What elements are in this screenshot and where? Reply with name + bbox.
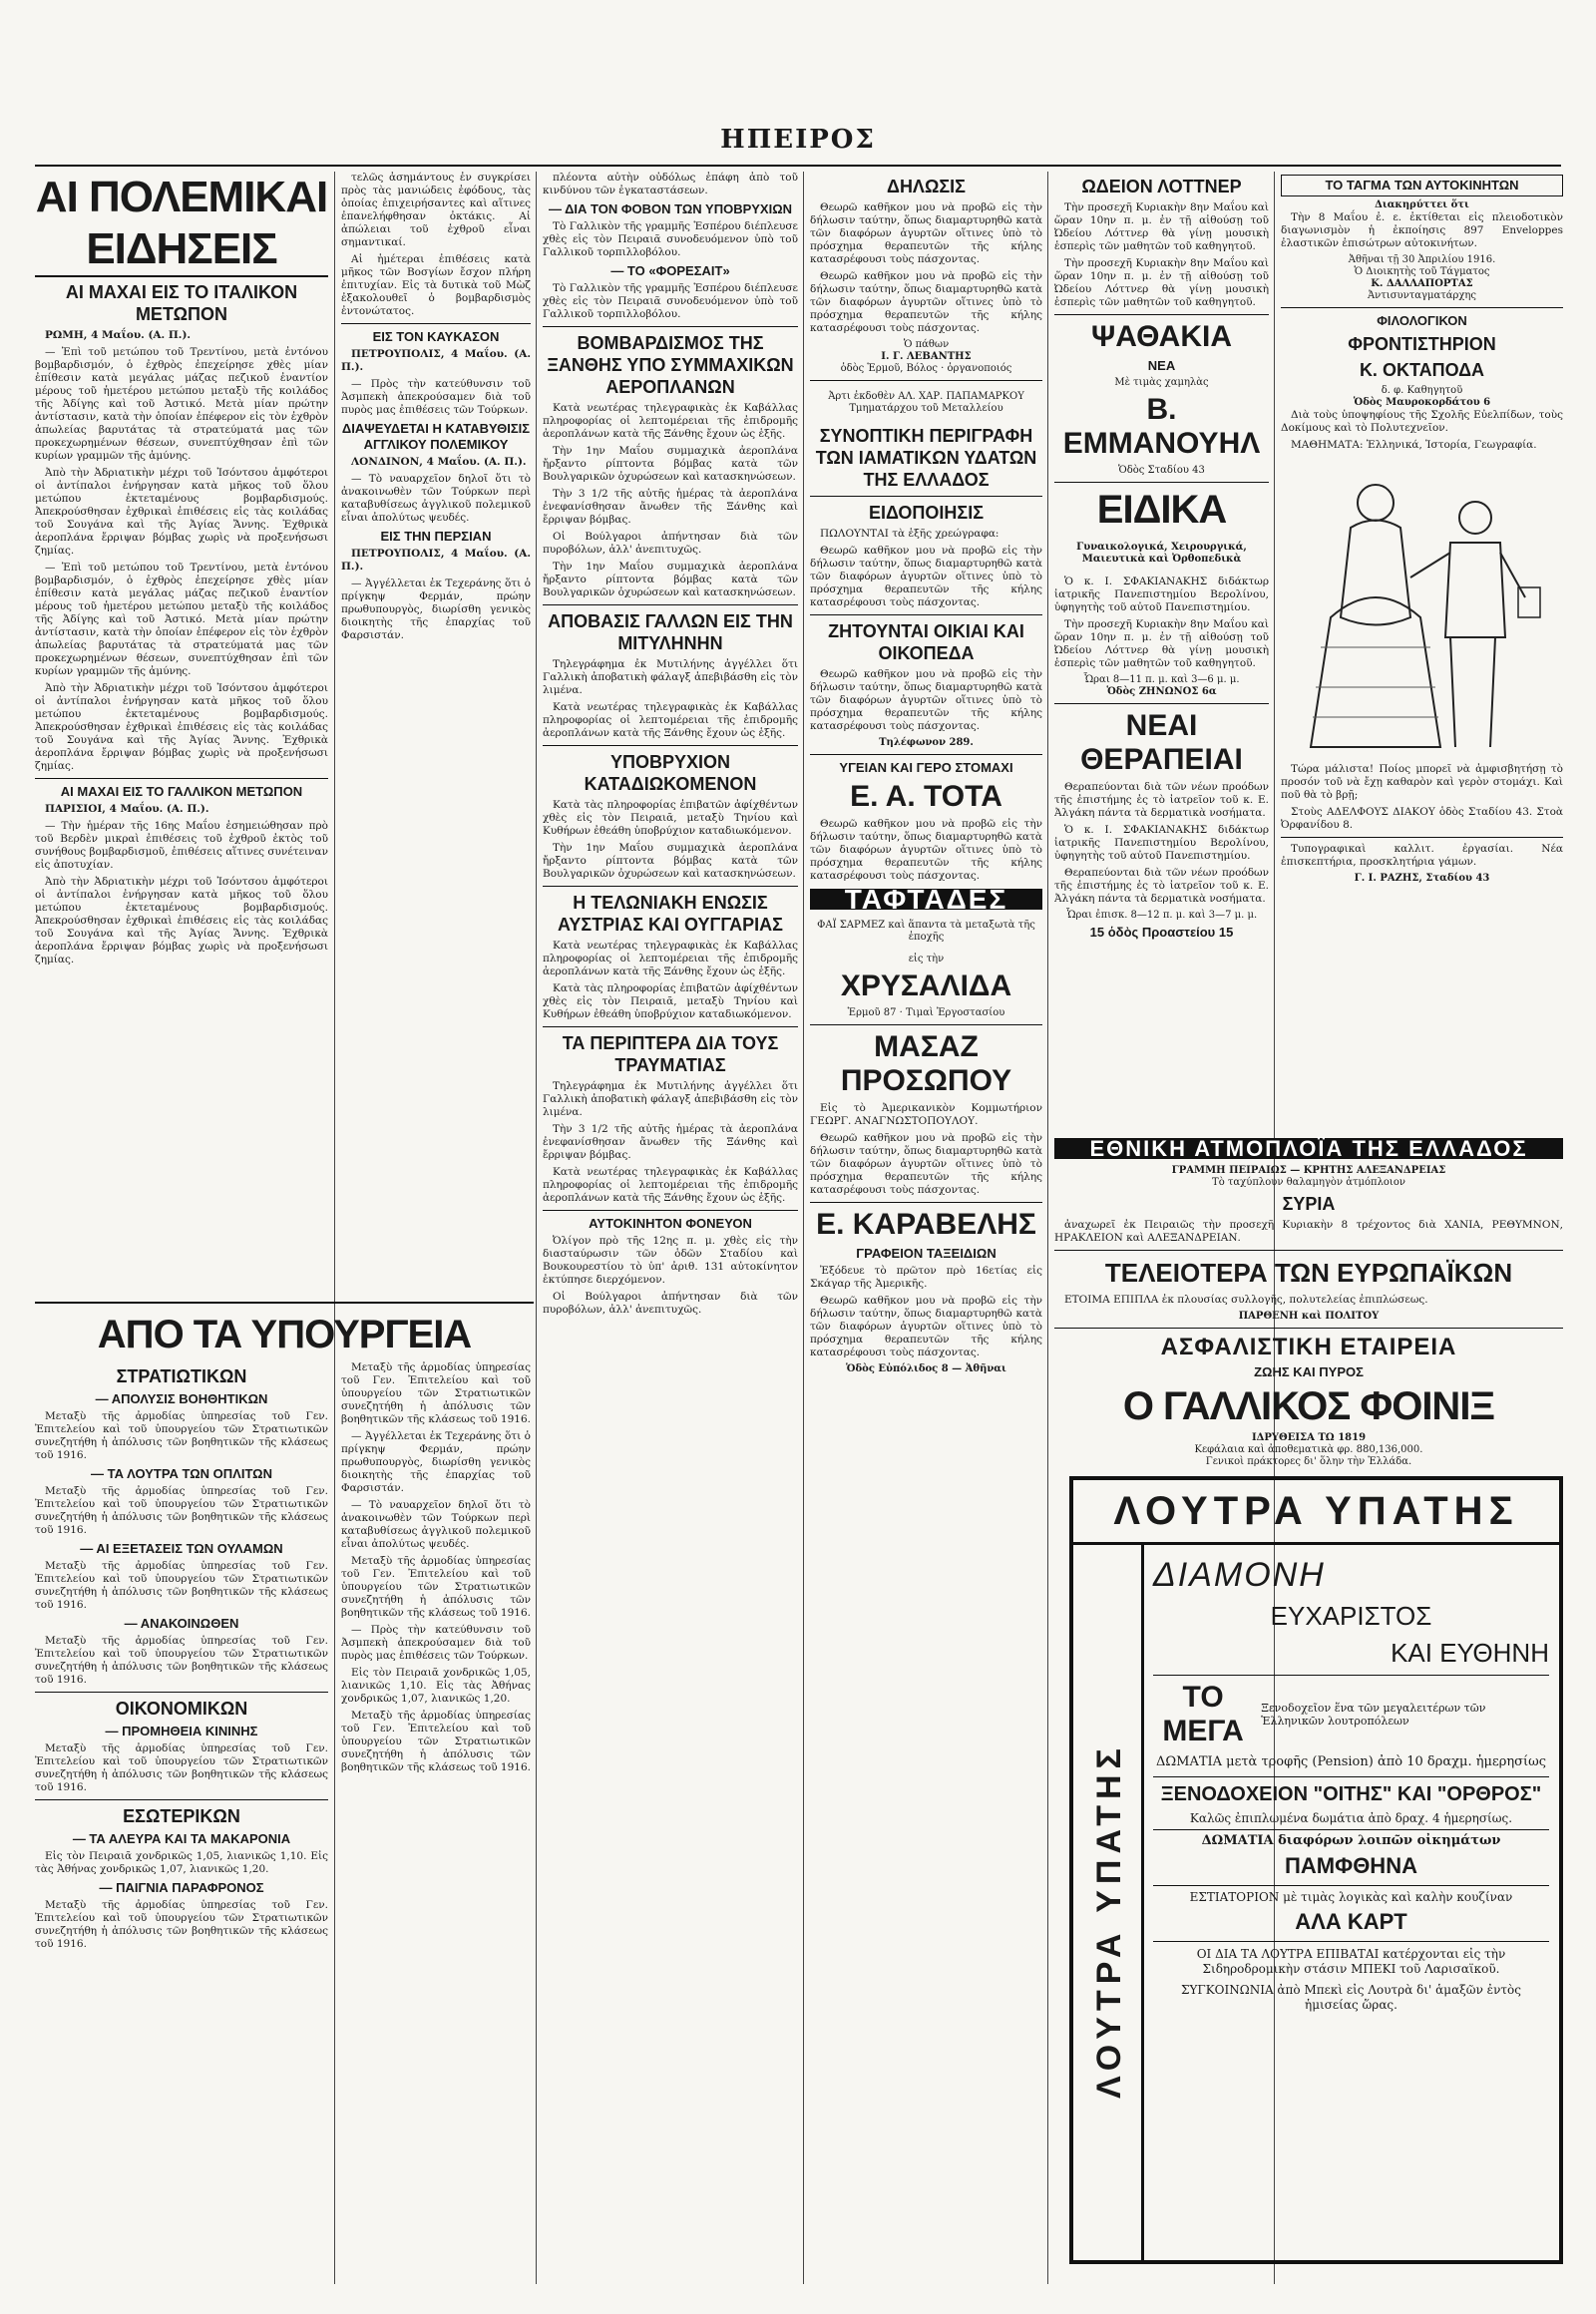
ad-text: Θεωρῶ καθῆκον μου νὰ προβῶ εἰς τὴν δήλωσιν ταύτην, ὅπως διαμαρτυρηθῶ κατὰ τῶν διαφόρων ἀγυρτῶν οἵτινες ὑπὸ τὸ πρόσχημα θεραπευτῶν τῆς κήλης κατασρέφουσι τοὺς πάσχοντας.: [810, 818, 1042, 882]
subsection-heading: — ΑΙ ΕΞΕΤΑΣΕΙΣ ΤΩΝ ΟΥΛΑΜΩΝ: [80, 1541, 283, 1556]
article-paragraph: Τηλεγράφημα ἐκ Μυτιλήνης ἀγγέλλει ὅτι Γαλλικὴ ἀποβατικὴ φάλαγξ ἀπεβιβάσθη εἰς τὸν λιμένα.: [543, 658, 798, 696]
ship-name: ΣΥΡΙΑ: [1282, 1194, 1336, 1214]
subsection-heading: — ΠΡΟΜΗΘΕΙΑ ΚΙΝΙΝΗΣ: [105, 1724, 258, 1738]
column-ads-3: [1281, 172, 1563, 1129]
column-ads-1: [810, 172, 1042, 2276]
ad-diamoni: ΔΙΑΜΟΝΗ: [1153, 1556, 1326, 1594]
ad-address: Ὁδὸς ΖΗΝΩΝΟΣ 6α: [1106, 686, 1217, 697]
divider: [810, 754, 1042, 755]
article-paragraph: — Πρὸς τὴν κατεύθυνσιν τοῦ Ἀσμπεκὴ ἀπεκρούσαμεν διὰ τοῦ πυρὸς μας ἐπιθέσεις τῶν Τούρκων.: [341, 378, 531, 416]
submarine-fear-heading: — ΔΙΑ ΤΟΝ ΦΟΒΟΝ ΤΩΝ ΥΠΟΒΡΥΧΙΩΝ: [548, 201, 793, 216]
divider: [810, 496, 1042, 497]
ad-text: Τὴν προσεχῆ Κυριακὴν 8ην Μαΐου καὶ ὥραν 10ην π. μ. ἐν τῇ αἰθούσῃ τοῦ Ὠδείου Λόττνερ θὰ γίνῃ μουσικὴ ἑσπερὶς τῶν μαθητῶν τοῦ καθηγητοῦ.: [1054, 201, 1269, 252]
article-paragraph: Μεταξὺ τῆς ἀρμοδίας ὑπηρεσίας τοῦ Γεν. Ἐπιτελείου καὶ τοῦ ὑπουργείου τῶν Στρατιωτικῶν συνεζητήθη ἡ ἀπόλυσις τῶν βοηθητικῶν τῆς κλάσεως τοῦ 1916.: [341, 1555, 531, 1619]
ad-text: Γυναικολογικά, Χειρουργικά, Μαιευτικὰ καὶ Ὀρθοπεδικὰ: [1076, 542, 1247, 565]
subsection-heading: — ΑΝΑΚΟΙΝΩΘΕΝ: [124, 1616, 239, 1631]
article-paragraph: — Ἀγγέλλεται ἐκ Τεχεράνης ὅτι ὁ πρίγκηψ Φερμάν, πρώην πρωθυπουργὸς, διωρίσθη γενικὸς διοικητὴς τῆς ἐπαρχίας τοῦ Φαρσιστάν.: [341, 578, 531, 641]
article-paragraph: Τὴν 1ην Μαΐου συμμαχικὰ ἀεροπλάνα ἤρξαντο ρίπτοντα βόμβας κατὰ τῶν Βουλγαρικῶν ὀχυρώσεων καὶ κατασκηνώσεων.: [543, 842, 798, 880]
divider: [1153, 1675, 1549, 1676]
hotel-sub: Καλῶς ἐπιπλωμένα δωμάτια ἀπὸ δραχ. 4 ἡμερησίως.: [1189, 1811, 1513, 1825]
furniture-heading: ΤΕΛΕΙΟΤΕΡΑ ΤΩΝ ΕΥΡΩΠΑΪΚΩΝ: [1104, 1258, 1513, 1288]
divider: [543, 745, 798, 746]
divider: [543, 1026, 798, 1027]
car-accident-heading: ΑΥΤΟΚΙΝΗΤΟΝ ΦΟΝΕΥΟΝ: [589, 1216, 752, 1231]
divider: [35, 1799, 328, 1800]
article-paragraph: — Τὴν ἡμέραν τῆς 16ης Μαΐου ἐσημειώθησαν πρὸ τοῦ Βερδὲν μικραὶ ἐπιθέσεις τοῦ ἐχθροῦ ἐκτὸς τοῦ συνήθους βομβαρδισμοῦ, ἐπιθέσεις αἵτινες συνέτειναν εἰς ἀποτυχίαν.: [35, 820, 328, 871]
hypati-baths-ad: [1069, 1476, 1563, 2264]
article-paragraph: Τὸ Γαλλικὸν τῆς γραμμῆς Ἑσπέρου διέπλευσε χθὲς εἰς τὸν Πειραιᾶ συνοδευόμενον ὑπὸ τοῦ Γαλλικοῦ τορπιλλοβόλου.: [543, 282, 798, 320]
article-paragraph: — Τὸ ναυαρχεῖον δηλοῖ ὅτι τὸ ἀνακοινωθὲν τῶν Τούρκων περὶ καταβυθίσεως ἀγγλικοῦ πολεμικοῦ εἶναι ἀπολύτως ψευδές.: [341, 1499, 531, 1550]
column-rule: [334, 172, 335, 2284]
ad-address: Ὁδὸς Εὐπόλιδος 8 — Ἀθῆναι: [846, 1363, 1006, 1374]
ad-text: Διὰ τοὺς ὑποψηφίους τῆς Σχολῆς Εὐελπίδων, τοὺς Δοκίμους καὶ τὸ Πολυτεχνεῖον.: [1281, 409, 1563, 434]
ad-text: Τὴν προσεχῆ Κυριακὴν 8ην Μαΐου καὶ ὥραν 10ην π. μ. ἐν τῇ αἰθούσῃ τοῦ Ὠδείου Λόττνερ θὰ γίνῃ μουσικὴ ἑσπερὶς τῶν μαθητῶν τοῦ καθηγητοῦ.: [1054, 257, 1269, 308]
ad-text: Ἀρτι ἐκδοθὲν ΑΛ. ΧΑΡ. ΠΑΠΑΜΑΡΚΟΥ Τμηματάρχου τοῦ Μεταλλείου: [828, 391, 1024, 414]
ad-text: Τὴν προσεχῆ Κυριακὴν 8ην Μαΐου καὶ ὥραν 10ην π. μ. ἐν τῇ αἰθούσῃ τοῦ Ὠδείου Λόττνερ θὰ γίνῃ μουσικὴ ἑσπερὶς τῶν μαθητῶν τοῦ καθηγητοῦ.: [1054, 618, 1269, 669]
new-therapies-heading: ΝΕΑΙ ΘΕΡΑΠΕΙΑΙ: [1080, 709, 1243, 776]
subsection-heading: — ΤΑ ΛΟΥΤΡΑ ΤΩΝ ΟΠΛΙΤΩΝ: [91, 1466, 272, 1481]
passengers-text: ΟΙ ΔΙΑ ΤΑ ΛΟΥΤΡΑ ΕΠΙΒΑΤΑΙ κατέρχονται εἰς τὴν Σιδηροδρομικὴν στάσιν ΜΠΕΚΙ τοῦ Λαρισαϊκοῦ.: [1196, 1947, 1506, 1976]
masthead: ΗΠΕΙΡΟΣ: [720, 125, 876, 155]
very-cheap: ΠΑΜΦΘΗΝΑ: [1285, 1853, 1417, 1878]
divider: [1054, 1328, 1563, 1329]
karavelis-name: Ε. ΚΑΡΑΒΕΛΗΣ: [816, 1208, 1036, 1241]
article-paragraph: Μεταξὺ τῆς ἀρμοδίας ὑπηρεσίας τοῦ Γεν. Ἐπιτελείου καὶ τοῦ ὑπουργείου τῶν Στρατιωτικῶν συνεζητήθη ἡ ἀπόλυσις τῶν βοηθητικῶν τῆς κλάσεως τοῦ 1916.: [341, 1710, 531, 1773]
taffeta-banner: ΤΑΦΤΑΔΕΣ: [810, 889, 1042, 910]
ad-pleasant: ΕΥΧΑΡΙΣΤΟΣ: [1270, 1601, 1432, 1631]
new-label: ΝΕΑ: [1147, 358, 1176, 373]
article-paragraph: πλέοντα αὐτὴν οὐδόλως ἐπάφη ἀπὸ τοῦ κινδύνου τῶν ἐγκαταστάσεων.: [543, 172, 798, 196]
divider: [1281, 307, 1563, 308]
article-paragraph: Οἱ Βούλγαροι ἀπήντησαν διὰ τῶν πυροβόλων, ἀλλ' ἀνεπιτυχῶς.: [543, 1291, 798, 1316]
divider: [1153, 1885, 1549, 1886]
column-rule: [1047, 172, 1048, 2284]
denial-heading: ΔΙΑΨΕΥΔΕΤΑΙ Η ΚΑΤΑΒΥΘΙΣΙΣ ΑΓΓΛΙΚΟΥ ΠΟΛΕΜΙΚΟΥ: [341, 421, 531, 452]
article-paragraph: Κατὰ τὰς πληροφορίας ἐπιβατῶν ἀφίχθέντων χθὲς εἰς τὸν Πειραιᾶ, μεταξὺ Τηνίου καὶ Κυθήρων ἐθεάθη ὑποβρύχιον καταδιωκόμενον.: [543, 799, 798, 837]
ad-text: Διακηρύττει ὅτι: [1375, 199, 1469, 210]
office-hours: Ὧραι 8—11 π. μ. καὶ 3—6 μ. μ.: [1083, 674, 1240, 685]
ad-side-panel: [1073, 1542, 1144, 2260]
ad-address: Ὁδὸς Μαυροκορδάτου 6: [1353, 397, 1491, 408]
declaration-heading: ΔΗΛΩΣΙΣ: [887, 177, 966, 196]
column-rule: [803, 172, 804, 2284]
ad-text: Θεωρῶ καθῆκον μου νὰ προβῶ εἰς τὴν δήλωσιν ταύτην, ὅπως διαμαρτυρηθῶ κατὰ τῶν διαφόρων ἀγυρτῶν οἵτινες ὑπὸ τὸ πρόσχημα θεραπευτῶν τῆς κήλης κατασρέφουσι τοὺς πάσχοντας.: [810, 668, 1042, 732]
ad-address: Ἑρμοῦ 87 · Τιμαὶ Ἐργοστασίου: [847, 1007, 1005, 1018]
phone-number: Τηλέφωνον 289.: [879, 737, 974, 748]
springs-book-heading: ΣΥΝΟΠΤΙΚΗ ΠΕΡΙΓΡΑΦΗ ΤΩΝ ΙΑΜΑΤΙΚΩΝ ΥΔΑΤΩΝ ΤΗΣ ΕΛΛΑΔΟΣ: [815, 426, 1037, 490]
restaurant-text: ΕΣΤΙΑΤΟΡΙΟΝ μὲ τιμὰς λογικὰς καὶ καλὴν κουζίναν: [1189, 1890, 1513, 1904]
ad-text: Ὁ κ. Ι. ΣΦΑΚΙΑΝΑΚΗΣ διδάκτωρ ἰατρικῆς Πανεπιστημίου Βερολίνου, ὑφηγητὴς τοῦ αὐτοῦ Πανεπιστημίου.: [1054, 576, 1269, 613]
column-news-3: [543, 172, 798, 2276]
printer-name: Γ. Ι. ΡΑΖΗΣ, Σταδίου 43: [1354, 873, 1490, 884]
article-paragraph: Κατὰ νεωτέρας τηλεγραφικὰς ἐκ Καβάλλας πληροφορίας οἱ λεπτομέρειαι τῆς ἐπιδρομῆς ἀεροπλάνων κατὰ τῆς Ξάνθης ἔχουν ὡς ἑξῆς.: [543, 701, 798, 739]
divider: [543, 604, 798, 605]
ad-text: Τὴν 8 Μαΐου ἐ. ε. ἐκτίθεται εἰς πλειοδοτικὸν διαγωνισμὸν ἡ ἐκποίησις 897 Enveloppes ἐλαστικῶν ἐπισώτρων αὐτοκινήτων.: [1281, 211, 1563, 249]
a-la-carte: ΑΛΑ ΚΑΡΤ: [1295, 1909, 1407, 1934]
divider: [810, 614, 1042, 615]
divider: [1153, 1941, 1549, 1942]
article-paragraph: Μεταξὺ τῆς ἀρμοδίας ὑπηρεσίας τοῦ Γεν. Ἐπιτελείου καὶ τοῦ ὑπουργείου τῶν Στρατιωτικῶν συνεζητήθη ἡ ἀπόλυσις τῶν βοηθητικῶν τῆς κλάσεως τοῦ 1916.: [341, 1361, 531, 1425]
hats-heading: ΨΑΘΑΚΙΑ: [1091, 320, 1232, 353]
article-paragraph: Τὴν 3 1/2 τῆς αὐτῆς ἡμέρας τὰ ἀεροπλάνα ἐνεφανίσθησαν ἄνωθεν τῆς Ξάνθης καὶ ἔρριψαν βόμβας.: [543, 1123, 798, 1161]
column-war-news: [35, 172, 328, 1299]
ad-text: Στοὺς ΑΔΕΛΦΟΥΣ ΔΙΑΚΟΥ ὁδὸς Σταδίου 43. Στοὰ Ὀρφανίδου 8.: [1281, 806, 1563, 831]
ad-text: Ἐξόδευε τὸ πρῶτον πρὸ 16ετίας εἰς Σκάγαρ τῆς Ἀμερικῆς.: [810, 1265, 1042, 1290]
vehicle-corps-heading: ΤΟ ΤΑΓΜΑ ΤΩΝ ΑΥΤΟΚΙΝΗΤΩΝ: [1281, 175, 1563, 196]
war-news-banner: ΑΙ ΠΟΛΕΜΙΚΑΙ ΕΙΔΗΣΕΙΣ: [35, 172, 328, 277]
dateline: ΛΟΝΔΙΝΟΝ, 4 Μαΐου. (Α. Π.).: [351, 456, 527, 468]
caucasus-heading: ΕΙΣ ΤΟΝ ΚΑΥΚΑΣΟΝ: [372, 329, 500, 344]
article-paragraph: Ἀπὸ τὴν Ἀδριατικὴν μέχρι τοῦ Ἰσόντσου ἀμφότεροι οἱ ἀντίπαλοι ἐνήργησαν κατὰ μῆκος τοῦ ὅλου μετώπου ἐκτεταμένους βομβαρδισμούς. Ἀπεκρούσθησαν ἐχθρικαὶ ἐπιθέσεις εἰς τὰς κοιλάδας τοῦ Σουγάνα καὶ τῆς Ἀγίας Ἄννης. Ἐχθρικὰ ἀεροπλάνα ἔρριψαν βόμβας χωρὶς νὰ προξενήσωσι ζημίας.: [35, 682, 328, 772]
ad-text: ΕΤΟΙΜΑ ΕΠΙΠΛΑ ἐκ πλουσίας συλλογῆς, πολυτελείας ἐπιπλώσεως.: [1064, 1294, 1428, 1306]
dateline: ΠΑΡΙΣΙΟΙ, 4 Μαΐου. (Α. Π.).: [45, 803, 209, 815]
divider: [1054, 314, 1269, 315]
divider: [341, 323, 531, 324]
ad-text: Θεωρῶ καθῆκον μου νὰ προβῶ εἰς τὴν δήλωσιν ταύτην, ὅπως διαμαρτυρηθῶ κατὰ τῶν διαφόρων ἀγυρτῶν οἵτινες ὑπὸ τὸ πρόσχημα θεραπευτῶν τῆς κήλης κατασρέφουσι τοὺς πάσχοντας.: [810, 201, 1042, 265]
dateline: ΠΕΤΡΟΥΠΟΛΙΣ, 4 Μαΐου. (Α. Π.).: [341, 548, 531, 573]
ad-text: Τὸ ταχύπλουν θαλαμηγὸν ἀτμόπλοιον: [1212, 1177, 1405, 1188]
divider: [543, 1210, 798, 1211]
article-paragraph: Εἰς τὸν Πειραιᾶ χονδρικῶς 1,05, λιανικῶς 1,10. Εἰς τὰς Ἀθήνας χονδρικῶς 1,07, λιανικῶς 1,20.: [341, 1667, 531, 1705]
massage-heading: ΜΑΣΑΖ ΠΡΟΣΩΠΟΥ: [840, 1030, 1012, 1097]
ad-text: ΦΑΪ ΣΑΡΜΕΖ καὶ ἅπαντα τὰ μεταξωτὰ τῆς ἐποχῆς: [817, 920, 1035, 943]
chrysalis-name: ΧΡΥΣΑΛΙΔΑ: [840, 969, 1012, 1002]
article-paragraph: τελῶς ἀσημάντους ἐν συγκρίσει πρὸς τὰς μανιώδεις ἐφόδους, τὰς ὁποίας ἐπιχειρήσαντες καὶ αἵτινες ἐπανελήφθησαν ὀκτάκις. Αἱ ἀπώλειαι τοῦ ἐχθροῦ εἶναι σημαντικαί.: [341, 172, 531, 248]
article-paragraph: Κατὰ τὰς πληροφορίας ἐπιβατῶν ἀφίχθέντων χθὲς εἰς τὸν Πειραιᾶ, μεταξὺ Τηνίου καὶ Κυθήρων ἐθεάθη ὑποβρύχιον καταδιωκόμενον.: [543, 982, 798, 1020]
illustration-couple: [1291, 458, 1553, 757]
divider: [810, 1024, 1042, 1025]
ad-text: ΠΑΡΘΕΝΗ καὶ ΠΟΛΙΤΟΥ: [1238, 1311, 1380, 1322]
article-paragraph: Μεταξὺ τῆς ἀρμοδίας ὑπηρεσίας τοῦ Γεν. Ἐπιτελείου καὶ τοῦ ὑπουργείου τῶν Στρατιωτικῶν συνεζητήθη ἡ ἀπόλυσις τῶν βοηθητικῶν τῆς κλάσεως τοῦ 1916.: [35, 1410, 328, 1461]
office-hours: Ὧραι ἐπισκ. 8—12 π. μ. καὶ 3—7 μ. μ.: [1065, 910, 1258, 921]
mega-title: ΤΟ ΜΕΓΑ: [1162, 1681, 1244, 1747]
kiosks-heading: ΤΑ ΠΕΡΙΠΤΕΡΑ ΔΙΑ ΤΟΥΣ ΤΡΑΥΜΑΤΙΑΣ: [562, 1033, 779, 1075]
xanthi-bombing-heading: ΒΟΜΒΑΡΔΙΣΜΟΣ ΤΗΣ ΞΑΝΘΗΣ ΥΠΟ ΣΥΜΜΑΧΙΚΩΝ ΑΕΡΟΠΛΑΝΩΝ: [547, 333, 794, 397]
article-paragraph: Μεταξὺ τῆς ἀρμοδίας ὑπηρεσίας τοῦ Γεν. Ἐπιτελείου καὶ τοῦ ὑπουργείου τῶν Στρατιωτικῶν συνεζητήθη ἡ ἀπόλυσις τῶν βοηθητικῶν τῆς κλάσεως τοῦ 1916.: [35, 1742, 328, 1793]
article-paragraph: Οἱ Βούλγαροι ἀπήντησαν διὰ τῶν πυροβόλων, ἀλλ' ἀνεπιτυχῶς.: [543, 531, 798, 556]
dateline: ΠΕΤΡΟΥΠΟΛΙΣ, 4 Μαΐου. (Α. Π.).: [341, 348, 531, 373]
ad-text: Μὲ τιμὰς χαμηλὰς: [1114, 377, 1209, 388]
article-paragraph: Τηλεγράφημα ἐκ Μυτιλήνης ἀγγέλλει ὅτι Γαλλικὴ ἀποβατικὴ φάλαγξ ἀπεβιβάσθη εἰς τὸν λιμένα.: [543, 1080, 798, 1118]
article-paragraph: Αἱ ἡμέτεραι ἐπιθέσεις κατὰ μῆκος τῶν Βοσγίων ἔσχον πλήρη ἐπιτυχίαν. Εἰς τὰ δυτικὰ τοῦ Μὼζ ἐξακολουθεῖ ὁ βομβαρδισμὸς ἐντονώτατος.: [341, 253, 531, 317]
tutor-name: Κ. ΟΚΤΑΠΟΔΑ: [1359, 360, 1485, 380]
tutoring-heading: ΦΡΟΝΤΙΣΤΗΡΙΟΝ: [1348, 334, 1496, 354]
mega-sub: Ξενοδοχεῖον ἕνα τῶν μεγαλειτέρων τῶν Ἑλληνικῶν λουτροπόλεων: [1261, 1702, 1486, 1728]
divider: [543, 326, 798, 327]
ministries-rule: [35, 1302, 534, 1304]
article-paragraph: Εἰς τὸν Πειραιᾶ χονδρικῶς 1,05, λιανικῶς 1,10. Εἰς τὰς Ἀθήνας χονδρικῶς 1,07, λιανικῶς 1,20.: [35, 1850, 328, 1875]
connection-text: ΣΥΓΚΟΙΝΩΝΙΑ ἀπὸ Μπεκὶ εἰς Λουτρὰ δι' ἁμαξῶν ἐντὸς ἡμισείας ὥρας.: [1180, 1983, 1521, 2012]
signature-name: Κ. ΔΑΛΛΑΠΟΡΤΑΣ: [1371, 278, 1473, 289]
finance-heading: ΟΙΚΟΝΟΜΙΚΩΝ: [115, 1699, 248, 1719]
article-paragraph: Τὴν 1ην Μαΐου συμμαχικὰ ἀεροπλάνα ἤρξαντο ρίπτοντα βόμβας κατὰ τῶν Βουλγαρικῶν ὀχυρώσεων καὶ κατασκηνώσεων.: [543, 445, 798, 483]
column-ministries-left: [35, 1361, 328, 2289]
philology-heading: ΦΙΛΟΛΟΓΙΚΟΝ: [1377, 313, 1467, 328]
article-paragraph: Τὴν 1ην Μαΐου συμμαχικὰ ἀεροπλάνα ἤρξαντο ρίπτοντα βόμβας κατὰ τῶν Βουλγαρικῶν ὀχυρώσεων καὶ κατασκηνώσεων.: [543, 561, 798, 598]
article-paragraph: Μεταξὺ τῆς ἀρμοδίας ὑπηρεσίας τοῦ Γεν. Ἐπιτελείου καὶ τοῦ ὑπουργείου τῶν Στρατιωτικῶν συνεζητήθη ἡ ἀπόλυσις τῶν βοηθητικῶν τῆς κλάσεως τοῦ 1916.: [35, 1485, 328, 1536]
ad-text: Θεωρῶ καθῆκον μου νὰ προβῶ εἰς τὴν δήλωσιν ταύτην, ὅπως διαμαρτυρηθῶ κατὰ τῶν διαφόρων ἀγυρτῶν οἵτινες ὑπὸ τὸ πρόσχημα θεραπευτῶν τῆς κήλης κατασρέφουσι τοὺς πάσχοντας.: [810, 545, 1042, 608]
submarine-chase-heading: ΥΠΟΒΡΥΧΙΟΝ ΚΑΤΑΔΙΩΚΟΜΕΝΟΝ: [584, 752, 757, 794]
divider: [1153, 1829, 1549, 1830]
article-paragraph: Μεταξὺ τῆς ἀρμοδίας ὑπηρεσίας τοῦ Γεν. Ἐπιτελείου καὶ τοῦ ὑπουργείου τῶν Στρατιωτικῶν συνεζητήθη ἡ ἀπόλυσις τῶν βοηθητικῶν τῆς κλάσεως τοῦ 1916.: [35, 1899, 328, 1950]
divider: [543, 886, 798, 887]
mega-row: [1153, 1681, 1549, 1748]
signature-title: Ἀντισυνταγματάρχης: [1367, 290, 1477, 301]
ad-text: Γενικοὶ πράκτορες δι' ὅλην τὴν Ἑλλάδα.: [1205, 1456, 1412, 1467]
ad-text: Τυπογραφικαὶ καλλιτ. ἐργασίαι. Νέα ἐπισκεπτήρια, προσκλητήρια γάμων.: [1281, 843, 1563, 868]
founded-label: ΙΔΡΥΘΕΙΣΑ ΤΩ 1819: [1251, 1432, 1367, 1443]
article-paragraph: — Τὸ ναυαρχεῖον δηλοῖ ὅτι τὸ ἀνακοινωθὲν τῶν Τούρκων περὶ καταβυθίσεως ἀγγλικοῦ πολεμικοῦ εἶναι ἀπολύτως ψευδές.: [341, 473, 531, 524]
divider: [1153, 1776, 1549, 1777]
notice-heading: ΕΙΔΟΠΟΙΗΣΙΣ: [868, 503, 985, 523]
hotel-name: ΞΕΝΟΔΟΧΕΙΟΝ "ΟΙΤΗΣ" ΚΑΙ "ΟΡΘΡΟΣ": [1160, 1783, 1542, 1805]
national-shipping-banner: ΕΘΝΙΚΗ ΑΤΜΟΠΛΟΪΑ ΤΗΣ ΕΛΛΑΔΟΣ: [1054, 1138, 1563, 1159]
insurance-heading: ΑΣΦΑΛΙΣΤΙΚΗ ΕΤΑΙΡΕΙΑ: [1160, 1334, 1457, 1360]
foresait-heading: — ΤΟ «ΦΟΡΕΣΑΙΤ»: [610, 263, 730, 278]
ad-date: Ἀθῆναι τῇ 30 Ἀπριλίου 1916.: [1348, 254, 1496, 265]
signature: Ὁ Διοικητὴς τοῦ Τάγματος: [1354, 266, 1490, 277]
article-paragraph: Κατὰ νεωτέρας τηλεγραφικὰς ἐκ Καβάλλας πληροφορίας οἱ λεπτομέρειαι τῆς ἐπιδρομῆς ἀεροπλάνων κατὰ τῆς Ξάνθης ἔχουν ὡς ἑξῆς.: [543, 1166, 798, 1204]
ad-address: Ὁδὸς Σταδίου 43: [1118, 465, 1205, 476]
divider: [1054, 1250, 1563, 1251]
persia-heading: ΕΙΣ ΤΗΝ ΠΕΡΣΙΑΝ: [380, 529, 492, 544]
insurance-sub: ΖΩΗΣ ΚΑΙ ΠΥΡΟΣ: [1254, 1364, 1364, 1379]
article-paragraph: Τὸ Γαλλικὸν τῆς γραμμῆς Ἑσπέρου διέπλευσε χθὲς εἰς τὸν Πειραιᾶ συνοδευόμενον ὑπὸ τοῦ Γαλλικοῦ τορπιλλοβόλου.: [543, 220, 798, 258]
divider: [1281, 837, 1563, 838]
conservatory-heading: ΩΔΕΙΟΝ ΛΟΤΤΝΕΡ: [1081, 177, 1242, 196]
ad-address: 15 ὁδὸς Προαστείου 15: [1089, 925, 1234, 940]
french-landing-heading: ΑΠΟΒΑΣΙΣ ΓΑΛΛΩΝ ΕΙΣ ΤΗΝ ΜΙΤΥΛΗΝΗΝ: [548, 611, 793, 653]
article-paragraph: Ὀλίγον πρὸ τῆς 12ης π. μ. χθὲς εἰς τὴν διασταύρωσιν τῶν ὁδῶν Σταδίου καὶ Βουκουρεστίου τὸ ὑπ' ἀριθ. 131 αὐτοκίνητον ἐκτύπησε διερχόμενον.: [543, 1235, 798, 1286]
wanted-heading: ΖΗΤΟΥΝΤΑΙ ΟΙΚΙΑΙ ΚΑΙ ΟΙΚΟΠΕΔΑ: [828, 621, 1024, 663]
article-paragraph: — Ἐπὶ τοῦ μετώπου τοῦ Τρεντίνου, μετὰ ἐντόνου βομβαρδισμόν, ὁ ἐχθρὸς ἐπεχείρησε χθὲς μίαν ἐπίθεσιν κατὰ μεγάλας μάζας πεζικοῦ ἐναντίον μέρους τοῦ ἡμετέρου μετώπου μεταξὺ τῆς κοιλάδος τῆς Ἀδίγης καὶ τοῦ Ἀστικό. Μετὰ μίαν πρώτην ἀντίστασιν, κατὰ τὴν ὁποίαν ἐπέφερον εἰς τὸν ἐχθρὸν ἀπωλείας βαρυτάτας τὰ στρατεύματά μας τῶν προκεχωρημένων θέσεων, συνεπτύχθησαν ἐπὶ τῶν κυρίων γραμμῶν τῆς ἀμύνης.: [35, 562, 328, 677]
phoenix-name: Ο ΓΑΛΛΙΚΟΣ ΦΟΙΝΙΞ: [1122, 1384, 1495, 1428]
couple-illustration-icon: [1291, 458, 1553, 757]
divider: [810, 1202, 1042, 1203]
special-heading: ΕΙΔΙΚΑ: [1096, 488, 1227, 532]
article-paragraph: Κατὰ νεωτέρας τηλεγραφικὰς ἐκ Καβάλλας πληροφορίας οἱ λεπτομέρειαι τῆς ἐπιδρομῆς ἀεροπλάνων κατὰ τῆς Ξάνθης ἔχουν ὡς ἑξῆς.: [543, 940, 798, 977]
ad-text: Θεραπεύονται διὰ τῶν νέων προόδων τῆς ἐπιστήμης ἐς τὸ ἰατρεῖον τοῦ κ. Ε. Ἀλγάκη πάντα τὰ δερματικὰ νοσήματα.: [1054, 781, 1269, 819]
tota-name: Ε. Α. ΤΟΤΑ: [850, 780, 1002, 813]
lower-right-ads: [1054, 1132, 1563, 1471]
rooms-text: ΔΩΜΑΤΙΑ μετὰ τροφῆς (Pension) ἀπὸ 10 δραχμ. ἡμερησίως: [1155, 1754, 1547, 1769]
ad-text: Θεωρῶ καθῆκον μου νὰ προβῶ εἰς τὴν δήλωσιν ταύτην, ὅπως διαμαρτυρηθῶ κατὰ τῶν διαφόρων ἀγυρτῶν οἵτινες ὑπὸ τὸ πρόσχημα θεραπευτῶν τῆς κήλης κατασρέφουσι τοὺς πάσχοντας.: [810, 1295, 1042, 1358]
ad-side-title: ΛΟΥΤΡΑ ΥΠΑΤΗΣ: [1090, 1742, 1128, 2100]
ad-text: Τώρα μάλιστα! Ποίος μπορεῖ νὰ ἀμφισβητήσῃ τὸ προσόν τοῦ νὰ ἔχῃ καθαρὸν καὶ γερὸν στομάχι. Καὶ ποῦ θὰ τὸ βρῇ;: [1281, 763, 1563, 801]
divider: [35, 778, 328, 779]
travel-office-label: ΓΡΑΦΕΙΟΝ ΤΑΞΕΙΔΙΩΝ: [856, 1246, 997, 1261]
french-front-heading: ΑΙ ΜΑΧΑΙ ΕΙΣ ΤΟ ΓΑΛΛΙΚΟΝ ΜΕΤΩΠΟΝ: [60, 784, 303, 799]
top-rule: [35, 165, 1561, 167]
divider: [810, 380, 1042, 381]
interior-heading: ΕΣΩΤΕΡΙΚΩΝ: [123, 1806, 240, 1826]
ad-text: ΜΑΘΗΜΑΤΑ: Ἑλληνικά, Ἱστορία, Γεωγραφία.: [1291, 439, 1537, 451]
italian-front-heading: ΑΙ ΜΑΧΑΙ ΕΙΣ ΤΟ ΙΤΑΛΙΚΟΝ ΜΕΤΩΠΟΝ: [65, 282, 298, 324]
article-paragraph: Κατὰ νεωτέρας τηλεγραφικὰς ἐκ Καβάλλας πληροφορίας οἱ λεπτομέρειαι τῆς ἐπιδρομῆς ἀεροπλάνων κατὰ τῆς Ξάνθης ἔχουν ὡς ἑξῆς.: [543, 402, 798, 440]
article-paragraph: — Ἐπὶ τοῦ μετώπου τοῦ Τρεντίνου, μετὰ ἐντόνου βομβαρδισμόν, ὁ ἐχθρὸς ἐπεχείρησε χθὲς μίαν ἐπίθεσιν κατὰ μεγάλας μάζας πεζικοῦ ἐναντίον μέρους τοῦ ἡμετέρου μετώπου μεταξὺ τῆς κοιλάδος τῆς Ἀδίγης καὶ τοῦ Ἀστικό. Μετὰ μίαν πρώτην ἀντίστασιν, κατὰ τὴν ὁποίαν ἐπέφερον εἰς τὸν ἐχθρὸν ἀπωλείας βαρυτάτας τὰ στρατεύματά μας τῶν προκεχωρημένων θέσεων, συνεπτύχθησαν ἐπὶ τῶν κυρίων γραμμῶν τῆς ἀμύνης.: [35, 346, 328, 462]
signature-address: ὁδὸς Ἑρμοῦ, Βόλος · ὀργανοποιός: [840, 363, 1012, 374]
subsection-heading: — ΠΑΙΓΝΙΑ ΠΑΡΑΦΡΟΝΟΣ: [99, 1880, 264, 1895]
military-heading: ΣΤΡΑΤΙΩΤΙΚΩΝ: [116, 1366, 247, 1386]
divider: [1054, 482, 1269, 483]
article-paragraph: Μεταξὺ τῆς ἀρμοδίας ὑπηρεσίας τοῦ Γεν. Ἐπιτελείου καὶ τοῦ ὑπουργείου τῶν Στρατιωτικῶν συνεζητήθη ἡ ἀπόλυσις τῶν βοηθητικῶν τῆς κλάσεως τοῦ 1916.: [35, 1560, 328, 1611]
customs-union-heading: Η ΤΕΛΩΝΙΑΚΗ ΕΝΩΣΙΣ ΑΥΣΤΡΙΑΣ ΚΑΙ ΟΥΓΓΑΡΙΑΣ: [558, 893, 783, 935]
subsection-heading: — ΤΑ ΑΛΕΥΡΑ ΚΑΙ ΤΑ ΜΑΚΑΡΟΝΙΑ: [72, 1831, 291, 1846]
health-heading: ΥΓΕΙΑΝ ΚΑΙ ΓΕΡΟ ΣΤΟΜΑΧΙ: [839, 760, 1013, 775]
ministries-banner: ΑΠΟ ΤΑ ΥΠΟΥΡΓΕΙΑ: [97, 1313, 472, 1356]
article-paragraph: Ἀπὸ τὴν Ἀδριατικὴν μέχρι τοῦ Ἰσόντσου ἀμφότεροι οἱ ἀντίπαλοι ἐνήργησαν κατὰ μῆκος τοῦ ὅλου μετώπου ἐκτεταμένους βομβαρδισμούς. Ἀπεκρούσθησαν ἐχθρικαὶ ἐπιθέσεις εἰς τὰς κοιλάδας τοῦ Σουγάνα καὶ τῆς Ἀγίας Ἄννης. Ἐχθρικὰ ἀεροπλάνα ἔρριψαν βόμβας χωρὶς νὰ προξενήσωσι ζημίας.: [35, 467, 328, 557]
column-ministries-right: [341, 1361, 531, 2289]
ad-cheap: ΚΑΙ ΕΥΘΗΝΗ: [1391, 1638, 1549, 1668]
ad-text: Κεφάλαια καὶ ἀποθεματικὰ φρ. 880,136,000.: [1194, 1444, 1423, 1455]
ad-text: Ὁ κ. Ι. ΣΦΑΚΙΑΝΑΚΗΣ διδάκτωρ ἰατρικῆς Πανεπιστημίου Βερολίνου, ὑφηγητὴς τοῦ αὐτοῦ Πανεπιστημίου.: [1054, 824, 1269, 862]
ad-text: Θεραπεύονται διὰ τῶν νέων προόδων τῆς ἐπιστήμης ἐς τὸ ἰατρεῖον τοῦ κ. Ε. Ἀλγάκη πάντα τὰ δερματικὰ νοσήματα.: [1054, 867, 1269, 905]
divider: [1054, 703, 1269, 704]
rooms2-text: ΔΩΜΑΤΙΑ διαφόρων λοιπῶν οἰκημάτων: [1201, 1833, 1501, 1848]
column-rule: [536, 172, 537, 2284]
column-news-2: [341, 172, 531, 1289]
tutor-title: δ. φ. Καθηγητοῦ: [1381, 385, 1463, 396]
ad-text: ΠΩΛΟΥΝΤΑΙ τὰ ἑξῆς χρεώγραφα:: [820, 528, 999, 540]
dateline: ΡΩΜΗ, 4 Μαΐου. (Α. Π.).: [45, 329, 192, 341]
divider: [35, 1692, 328, 1693]
article-paragraph: Μεταξὺ τῆς ἀρμοδίας ὑπηρεσίας τοῦ Γεν. Ἐπιτελείου καὶ τοῦ ὑπουργείου τῶν Στρατιωτικῶν συνεζητήθη ἡ ἀπόλυσις τῶν βοηθητικῶν τῆς κλάσεως τοῦ 1916.: [35, 1635, 328, 1686]
signature-name: Ι. Γ. ΛΕΒΑΝΤΗΣ: [881, 351, 972, 362]
ad-body: [1153, 1550, 1549, 2250]
ad-text: Θεωρῶ καθῆκον μου νὰ προβῶ εἰς τὴν δήλωσιν ταύτην, ὅπως διαμαρτυρηθῶ κατὰ τῶν διαφόρων ἀγυρτῶν οἵτινες ὑπὸ τὸ πρόσχημα θεραπευτῶν τῆς κήλης κατασρέφουσι τοὺς πάσχοντας.: [810, 1132, 1042, 1196]
article-paragraph: Ἀπὸ τὴν Ἀδριατικὴν μέχρι τοῦ Ἰσόντσου ἀμφότεροι οἱ ἀντίπαλοι ἐνήργησαν κατὰ μῆκος τοῦ ὅλου μετώπου ἐκτεταμένους βομβαρδισμούς. Ἀπεκρούσθησαν ἐχθρικαὶ ἐπιθέσεις εἰς τὰς κοιλάδας τοῦ Σουγάνα καὶ τῆς Ἀγίας Ἄννης. Ἐχθρικὰ ἀεροπλάνα ἔρριψαν βόμβας χωρὶς νὰ προξενήσωσι ζημίας.: [35, 876, 328, 965]
ad-text: Εἰς τὸ Ἀμερικανικὸν Κομμωτήριον ΓΕΩΡΓ. ΑΝΑΓΝΩΣΤΟΠΟΥΛΟΥ.: [810, 1102, 1042, 1127]
signature: Ὁ πάθων: [903, 339, 950, 350]
ad-text: εἰς τὴν: [908, 954, 945, 964]
route-label: ΓΡΑΜΜΗ ΠΕΙΡΑΙΩΣ — ΚΡΗΤΗΣ ΑΛΕΞΑΝΔΡΕΙΑΣ: [1171, 1165, 1446, 1176]
ad-text: Θεωρῶ καθῆκον μου νὰ προβῶ εἰς τὴν δήλωσιν ταύτην, ὅπως διαμαρτυρηθῶ κατὰ τῶν διαφόρων ἀγυρτῶν οἵτινες ὑπὸ τὸ πρόσχημα θεραπευτῶν τῆς κήλης κατασρέφουσι τοὺς πάσχοντας.: [810, 270, 1042, 334]
ad-text: ἀναχωρεῖ ἐκ Πειραιῶς τὴν προσεχῆ Κυριακὴν 8 τρέχοντος διὰ ΧΑΝΙΑ, ΡΕΘΥΜΝΟΝ, ΗΡΑΚΛΕΙΟΝ καὶ ΑΛΕΞΑΝΔΡΕΙΑΝ.: [1054, 1219, 1563, 1244]
article-paragraph: — Πρὸς τὴν κατεύθυνσιν τοῦ Ἀσμπεκὴ ἀπεκρούσαμεν διὰ τοῦ πυρὸς μας ἐπιθέσεις τῶν Τούρκων.: [341, 1624, 531, 1662]
ad-top-title: ΛΟΥΤΡΑ ΥΠΑΤΗΣ: [1073, 1480, 1559, 1545]
emmanouil-name: Β. ΕΜΜΑΝΟΥΗΛ: [1062, 393, 1261, 460]
subsection-heading: — ΑΠΟΛΥΣΙΣ ΒΟΗΘΗΤΙΚΩΝ: [95, 1391, 268, 1406]
article-paragraph: — Ἀγγέλλεται ἐκ Τεχεράνης ὅτι ὁ πρίγκηψ Φερμάν, πρώην πρωθυπουργὸς, διωρίσθη γενικὸς διοικητὴς τῆς ἐπαρχίας τοῦ Φαρσιστάν.: [341, 1430, 531, 1494]
article-paragraph: Τὴν 3 1/2 τῆς αὐτῆς ἡμέρας τὰ ἀεροπλάνα ἐνεφανίσθησαν ἄνωθεν τῆς Ξάνθης καὶ ἔρριψαν βόμβας.: [543, 488, 798, 526]
